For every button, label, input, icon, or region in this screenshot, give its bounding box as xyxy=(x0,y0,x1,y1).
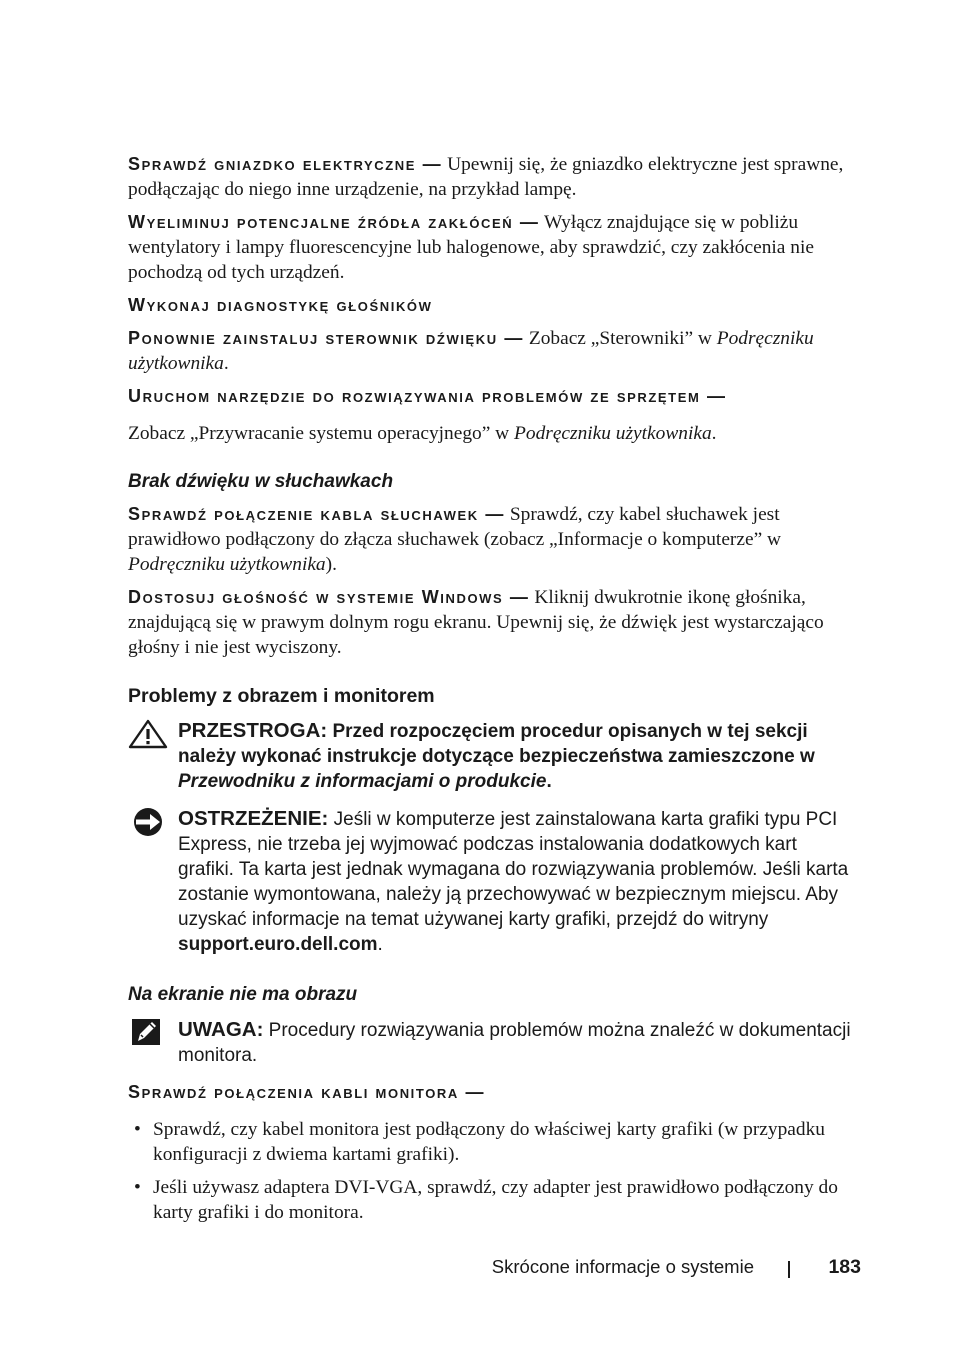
list-item xyxy=(128,1175,856,1225)
volume-heading: Dostosuj głośność w systemie Windows — xyxy=(128,587,530,607)
note-text: Procedury rozwiązywania problemów można znaleźć w dokumentacji monitora. xyxy=(178,1020,851,1066)
troubleshooter-item xyxy=(128,384,856,409)
note-pencil-icon xyxy=(128,1018,168,1048)
headphones-heading: Brak dźwięku w słuchawkach xyxy=(128,471,394,492)
caution-notice xyxy=(128,718,856,794)
footer-separator xyxy=(788,1261,790,1278)
page-footer xyxy=(0,1256,954,1282)
no-image-heading: Na ekranie nie ma obrazu xyxy=(128,984,358,1005)
driver-manual-ref: Podręczniku użytkownika xyxy=(128,328,814,374)
speaker-diagnostics-item xyxy=(128,293,856,318)
list-item xyxy=(128,1117,856,1167)
driver-heading: Ponownie zainstaluj sterownik dźwięku — xyxy=(128,328,524,348)
headphone-manual-ref: Podręczniku użytkownika xyxy=(128,554,326,575)
warning-text: Jeśli w komputerze jest zainstalowana karta grafiki typu PCI Express, nie trzeba jej wyjmować podczas instalowania dodatkowych kart grafiki. Ta karta jest jednak wymagana do rozwiązywania problemów. Jeśli karta zostanie wymontowana, należy ją przechowywać w bezpiecznym miejscu. Aby uzyskać informacje na temat używanej karty grafiki, przejdź do witryny xyxy=(178,809,849,930)
speaker-diagnostics-heading: Wykonaj diagnostykę głośników xyxy=(128,295,433,315)
restore-text xyxy=(128,421,856,446)
caution-triangle-icon xyxy=(128,719,168,749)
video-section-heading: Problemy z obrazem i monitorem xyxy=(128,685,435,707)
headphone-cable-item xyxy=(128,502,856,577)
interference-heading: Wyeliminuj potencjalne źródła zakłóceń — xyxy=(128,212,540,232)
driver-tail: . xyxy=(223,353,229,374)
monitor-cable-item xyxy=(128,1080,856,1105)
headphone-cable-text: Sprawdź, czy kabel słuchawek jest prawidłowo podłączony do złącza słuchawek (zobacz „Informacje o komputerze” w xyxy=(128,504,782,550)
driver-item xyxy=(128,326,856,376)
monitor-cable-list xyxy=(128,1117,856,1225)
driver-text: Zobacz „Sterowniki” w xyxy=(524,328,717,349)
outlet-heading: Sprawdź gniazdko elektryczne — xyxy=(128,154,443,174)
page-content xyxy=(128,152,856,1233)
footer-title: Skrócone informacje o systemie xyxy=(491,1256,754,1277)
outlet-item xyxy=(128,152,856,202)
headphone-cable-heading: Sprawdź połączenie kabla słuchawek — xyxy=(128,504,505,524)
restore-tail: . xyxy=(711,423,717,444)
volume-item xyxy=(128,585,856,660)
bullet-text: Jeśli używasz adaptera DVI-VGA, sprawdź, czy adapter jest prawidłowo podłączony do karty grafiki i do monitora. xyxy=(153,1177,838,1223)
warning-label: OSTRZEŻENIE: xyxy=(178,807,329,830)
warning-notice xyxy=(128,806,856,957)
bullet-text: Sprawdź, czy kabel monitora jest podłączony do właściwej karty grafiki (w przypadku konfiguracji z dwiema kartami grafiki). xyxy=(153,1119,825,1165)
restore-lead: Zobacz „Przywracanie systemu operacyjnego” w xyxy=(128,423,515,444)
caution-label: PRZESTROGA: xyxy=(178,719,328,742)
restore-manual-ref: Podręczniku użytkownika xyxy=(514,423,712,444)
outlet-text: Upewnij się, że gniazdko elektryczne jest sprawne, podłączając do niego inne urządzenie, na przykład lampę. xyxy=(128,154,844,200)
interference-text: Wyłącz znajdujące się w pobliżu wentylatory i lampy fluorescencyjne lub halogenowe, aby sprawdzić, czy zakłócenia nie pochodzą od tych urządzeń. xyxy=(128,212,814,283)
bullet-dot: • xyxy=(134,1177,141,1198)
bullet-dot: • xyxy=(134,1119,141,1140)
interference-item xyxy=(128,210,856,285)
notice-arrow-icon xyxy=(128,807,168,837)
headphone-tail: ). xyxy=(325,554,337,575)
note-label: UWAGA: xyxy=(178,1018,264,1041)
caution-guide-ref: Przewodniku z informacjami o produkcie xyxy=(178,771,547,792)
volume-text: Kliknij dwukrotnie ikonę głośnika, znajdującą się w prawym dolnym rogu ekranu. Upewnij się, że dźwięk jest wystarczająco głośny i nie jest wyciszony. xyxy=(128,587,824,658)
caution-text: Przed rozpoczęciem procedur opisanych w tej sekcji należy wykonać instrukcje dotyczące bezpieczeństwa zamieszczone w xyxy=(178,721,815,767)
troubleshooter-heading: Uruchom narzędzie do rozwiązywania problemów ze sprzętem — xyxy=(128,386,727,406)
page-number: 183 xyxy=(828,1256,861,1278)
warning-tail: . xyxy=(377,934,383,955)
support-link[interactable]: support.euro.dell.com xyxy=(178,934,378,955)
caution-tail: . xyxy=(546,771,552,792)
note-notice xyxy=(128,1017,856,1068)
monitor-cable-heading: Sprawdź połączenia kabli monitora — xyxy=(128,1082,486,1102)
